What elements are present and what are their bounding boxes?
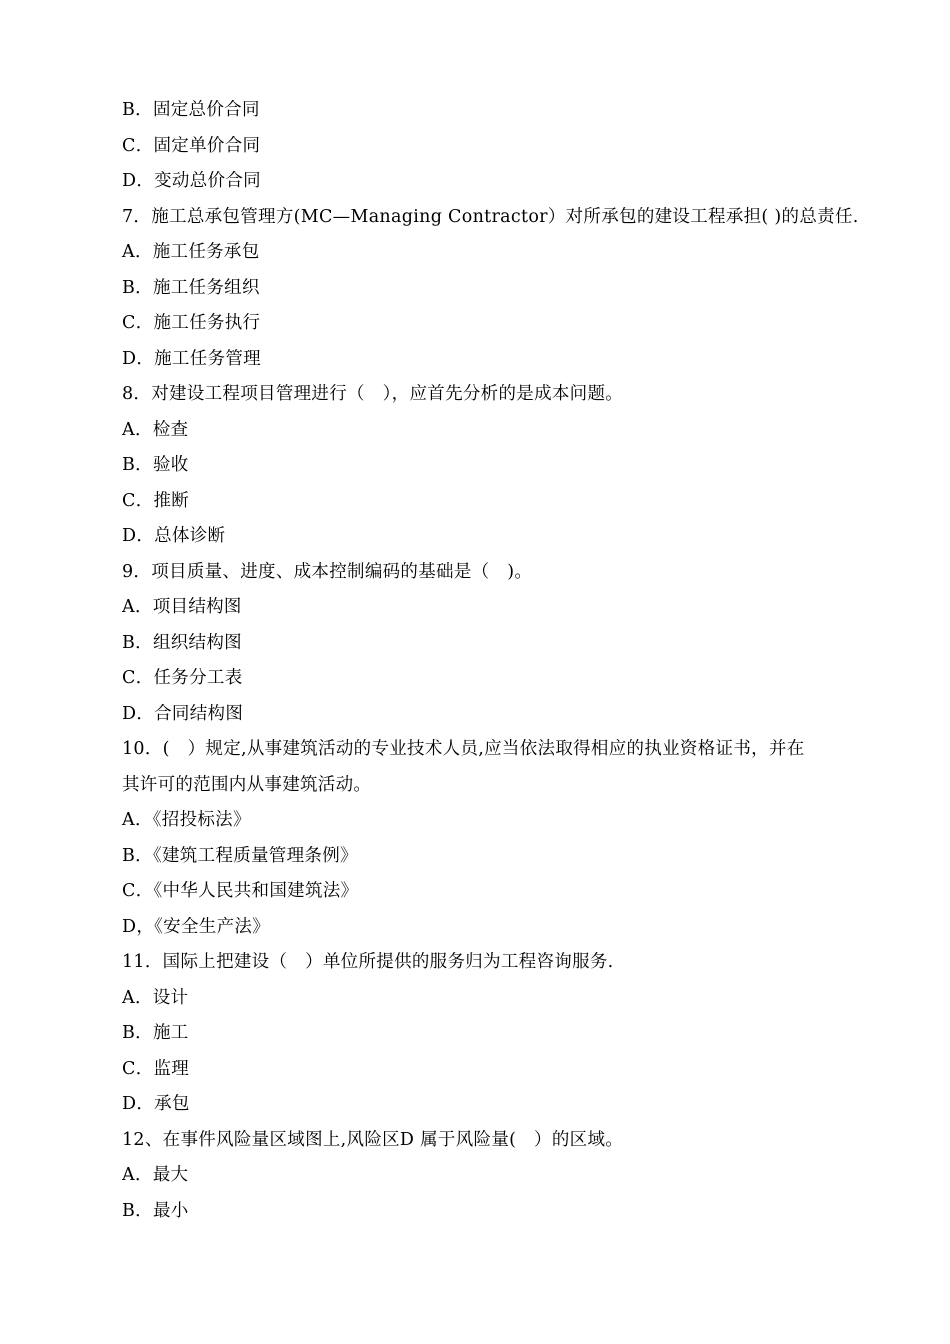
option-line: B．施工	[122, 1023, 189, 1043]
option-line: A．《招投标法》	[122, 810, 251, 830]
option-line: D．承包	[122, 1094, 190, 1114]
option-line: B．组织结构图	[122, 632, 242, 653]
option-line: A．设计	[122, 987, 189, 1008]
option-line: B．《建筑工程质量管理条例》	[122, 845, 358, 866]
option-line: A．项目结构图	[122, 597, 242, 617]
option-line: D．总体诊断	[122, 526, 226, 546]
option-line: B．最小	[122, 1200, 189, 1221]
option-line: C．固定单价合同	[122, 135, 261, 156]
option-line: D．变动总价合同	[122, 171, 261, 191]
option-line: C．监理	[122, 1058, 190, 1079]
option-line: D．施工任务管理	[122, 348, 261, 369]
option-line: B．固定总价合同	[122, 100, 260, 120]
question-9: 9．项目质量、进度、成本控制编码的基础是（ )。	[122, 561, 533, 582]
option-line: D，《安全生产法》	[122, 916, 270, 937]
option-line: B．验收	[122, 455, 189, 475]
option-line: A．最大	[122, 1165, 189, 1185]
question-10-continued: 其许可的范围内从事建筑活动。	[122, 774, 372, 795]
question-8: 8．对建设工程项目管理进行（ ），应首先分析的是成本问题。	[122, 384, 624, 404]
option-line: A．检查	[122, 419, 189, 440]
question-list	[122, 93, 862, 1229]
option-line: C．施工任务执行	[122, 313, 261, 333]
option-line: B．施工任务组织	[122, 277, 260, 298]
question-10: 10．( ）规定,从事建筑活动的专业技术人员,应当依法取得相应的执业资格证书，并在	[122, 739, 805, 759]
option-line: D．合同结构图	[122, 703, 244, 724]
question-7: 7．施工总承包管理方(MC—Managing Contractor）对所承包的建设工程承担( )的总责任.	[122, 206, 859, 227]
question-12: 12、在事件风险量区域图上,风险区D 属于风险量( ）的区域。	[122, 1129, 624, 1150]
option-line: A．施工任务承包	[122, 242, 260, 262]
option-line: C．任务分工表	[122, 668, 243, 688]
question-11: 11．国际上把建设（ ）单位所提供的服务归为工程咨询服务.	[122, 952, 614, 972]
option-line: C．《中华人民共和国建筑法》	[122, 881, 359, 901]
option-line: C．推断	[122, 490, 190, 511]
